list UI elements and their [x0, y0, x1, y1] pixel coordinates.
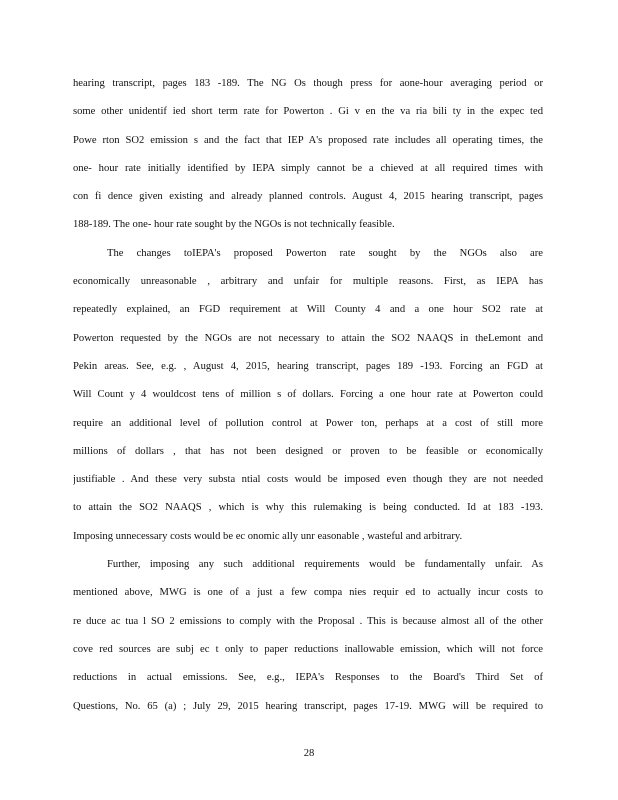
- text-line: one- hour rate initially identified by IEPA simply cannot be a chieved at all required times with: [73, 162, 543, 174]
- text-line: Pekin areas. See, e.g. , August 4, 2015, hearing transcript, pages 189 -193. Forcing an FGD at: [73, 360, 543, 372]
- text-line: to attain the SO2 NAAQS , which is why this rulemaking is being conducted. Id at 183 -193.: [73, 502, 543, 514]
- text-line: mentioned above, MWG is one of a just a few compa nies requir ed to actually incur costs to: [73, 587, 543, 599]
- text-line: justifiable . And these very substa ntial costs would be imposed even though they are not needed: [73, 474, 543, 486]
- text-line: Questions, No. 65 (a) ; July 29, 2015 hearing transcript, pages 17-19. MWG will be required to: [73, 700, 543, 712]
- text-line: require an additional level of pollution control at Power ton, perhaps at a cost of still more: [73, 417, 543, 429]
- text-line: Will Count y 4 wouldcost tens of million s of dollars. Forcing a one hour rate at Powerton could: [73, 389, 543, 401]
- text-line: hearing transcript, pages 183 -189. The NG Os though press for aone-hour averaging period or: [73, 78, 543, 89]
- text-line: 188-189. The one- hour rate sought by the NGOs is not technically feasible.: [73, 219, 395, 231]
- body-text: [73, 70, 543, 721]
- text-line: Powe rton SO2 emission s and the fact that IEP A's proposed rate includes all operating times, the: [73, 134, 543, 146]
- text-line: some other unidentif ied short term rate for Powerton . Gi v en the va ria bili ty in the expec ted: [73, 106, 543, 118]
- text-line: repeatedly explained, an FGD requirement at Will County 4 and a one hour SO2 rate at: [73, 304, 543, 316]
- text-line: millions of dollars , that has not been designed or proven to be feasible or economically: [73, 445, 543, 457]
- text-line: Further, imposing any such additional requirements would be fundamentally unfair. As: [107, 559, 543, 571]
- page-number: 28: [303, 748, 315, 759]
- text-line: reductions in actual emissions. See, e.g., IEPA's Responses to the Board's Third Set of: [73, 672, 543, 684]
- text-line: Powerton requested by the NGOs are not necessary to attain the SO2 NAAQS in theLemont and: [73, 332, 543, 344]
- text-line: con fi dence given existing and already planned controls. August 4, 2015 hearing transcript, pages: [73, 191, 543, 203]
- text-line: re duce ac tua l SO 2 emissions to comply with the Proposal . This is because almost all of the other: [73, 615, 543, 627]
- text-line: Imposing unnecessary costs would be ec onomic ally unr easonable , wasteful and arbitrary.: [73, 530, 463, 542]
- text-line: The changes toIEPA's proposed Powerton rate sought by the NGOs also are: [107, 247, 543, 259]
- text-line: economically unreasonable , arbitrary and unfair for multiple reasons. First, as IEPA has: [73, 276, 543, 288]
- text-line: cove red sources are subj ec t only to paper reductions inallowable emission, which will not force: [73, 643, 543, 655]
